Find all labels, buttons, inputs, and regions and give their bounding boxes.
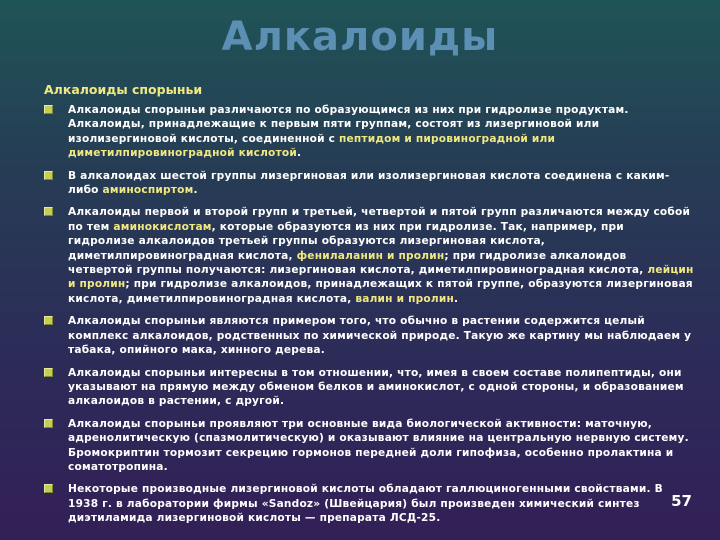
bullet-text: В алкалоидах шестой группы лизергиновая или изолизергиновая кислота соединена с каким-либо аминоспиртом. [68,169,670,197]
bullet-item [44,314,694,357]
bullet-text: Алкалоиды спорыньи являются примером того, что обычно в растении содержится целый комплекс алкалоидов, родственных по химической природе. Такую же картину мы наблюдаем у табака, опийного мака, хинного дерева. [68,315,692,357]
bullet-item [44,482,694,525]
square-bullet-icon [44,484,53,493]
square-bullet-icon [44,105,53,114]
bullet-text: Алкалоиды спорыньи проявляют три основные вида биологической активности: маточную, адренолитическую (спазмолитическую) и оказывают влияние на центральную нервную систему. Бромокриптин тормозит секрецию гормонов передней доли гипофиза, особенно пролактина и соматотропина. [68,417,689,473]
square-bullet-icon [44,207,53,216]
square-bullet-icon [44,171,53,180]
bullet-text: Алкалоиды спорыньи интересны в том отношении, что, имея в своем составе полипептиды, они указывают на прямую между обменом белков и аминокислот, с одной стороны, и образованием алкалоидов в растении, с другой. [68,366,684,408]
bullet-item [44,205,694,306]
bullet-item [44,169,694,198]
bullet-item [44,366,694,409]
slide-title: Алкалоиды [221,14,499,60]
section-subtitle: Алкалоиды спорыньи [44,82,203,97]
bullet-text: Алкалоиды спорыньи различаются по образующимся из них при гидролизе продуктам. Алкалоиды, принадлежащие к первым пяти группам, состоят из лизергиновой или изолизергиновой кислоты, соединенной с пептидом и пировиноградной или диметилпировиноградной кислотой. [68,104,629,160]
square-bullet-icon [44,368,53,377]
page-number: 57 [671,492,692,510]
bullet-item [44,103,694,161]
bullet-item [44,417,694,475]
bullet-text: Некоторые производные лизергиновой кислоты обладают галлюциногенными свойствами. В 1938 г. в лаборатории фирмы «Sandoz» (Швейцария) был произведен химический синтез диэтиламида лизергиновой кислоты — препарата ЛСД-25. [68,483,663,525]
bullet-text: Алкалоиды первой и второй групп и третьей, четвертой и пятой групп различаются между собой по тем аминокислотам, которые образуются из них при гидролизе. Так, например, при гидролизе алкалоидов третьей группы образуются лизергиновая кислота, диметилпировиноградная кислота, фенилаланин и пролин; при гидролизе алкалоидов четвертой группы получаются: лизергиновая кислота, диметилпировиноградная кислота, лейцин и пролин; при гидролизе алкалоидов, принадлежащих к пятой группе, образуются лизергиновая кислота, диметилпировиноградная кислота, валин и пролин. [68,206,694,305]
square-bullet-icon [44,419,53,428]
bullet-list [44,103,694,534]
square-bullet-icon [44,316,53,325]
